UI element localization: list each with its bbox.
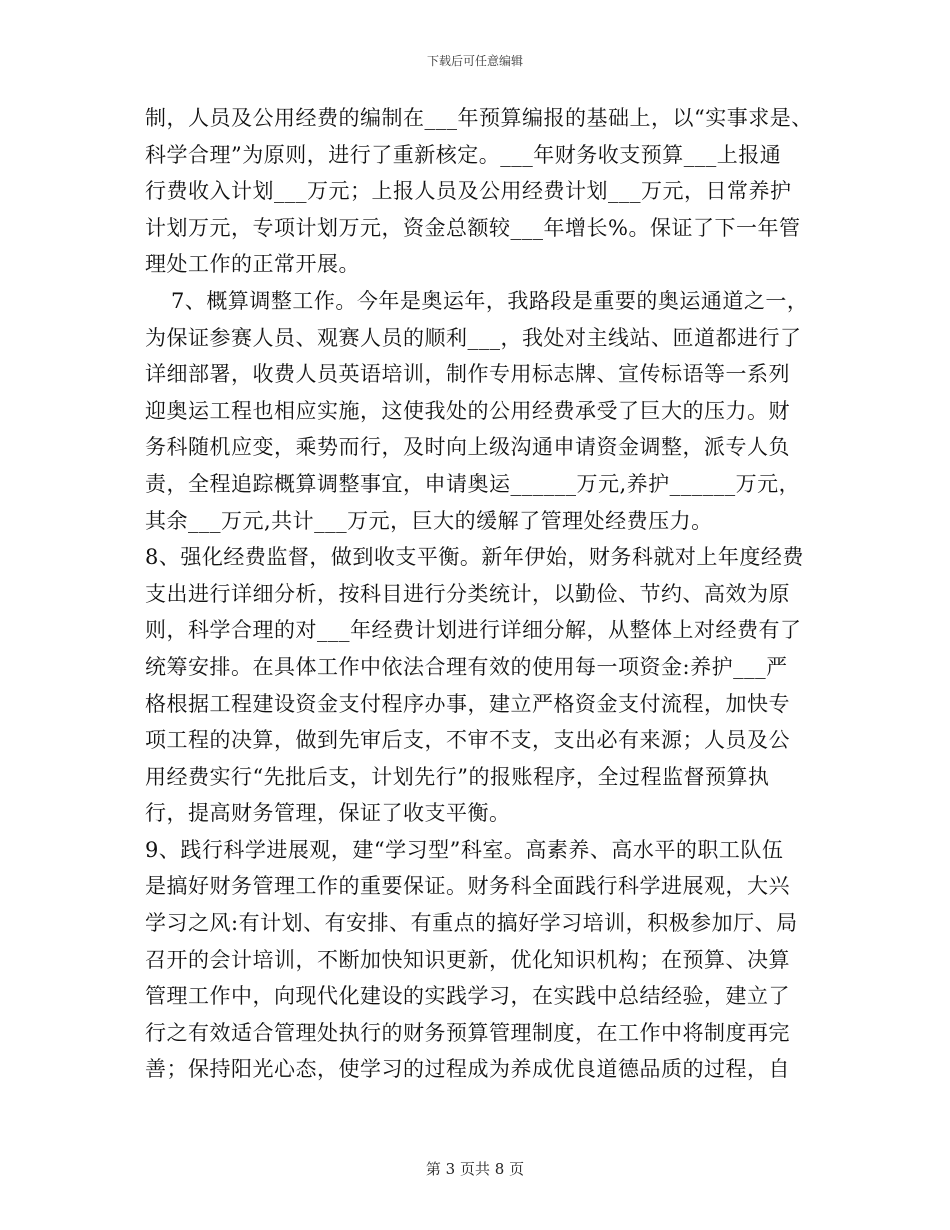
text-line: 其余___万元,共计___万元，巨大的缓解了管理处经费压力。 [145, 508, 713, 533]
text-line: 用经费实行“先批后支，计划先行”的报账程序，全过程监督预算执 [145, 764, 770, 789]
text-line: 科学合理”为原则，进行了重新核定。___年财务收支预算___上报通 [145, 142, 782, 167]
text-line: 行之有效适合管理处执行的财务预算管理制度，在工作中将制度再完 [145, 1020, 790, 1045]
text-line: 7、概算调整工作。今年是奥运年，我路段是重要的奥运通道之一， [171, 288, 809, 313]
text-line: 理处工作的正常开展。 [145, 252, 360, 277]
text-line: 格根据工程建设资金支付程序办事，建立严格资金支付流程，加快专 [145, 691, 790, 716]
text-line: 8、强化经费监督，做到收支平衡。新年伊始，财务科就对上年度经费 [145, 545, 804, 570]
text-line: 支出进行详细分析，按科目进行分类统计，以勤俭、节约、高效为原 [145, 581, 790, 606]
text-line: 为保证参赛人员、观赛人员的顺利___，我处对主线站、匝道都进行了 [145, 325, 802, 350]
text-line: 计划万元，专项计划万元，资金总额较___年增长%。保证了下一年管 [145, 215, 801, 240]
text-line: 责，全程追踪概算调整事宜，申请奥运______万元,养护______万元， [145, 471, 801, 496]
document-body [145, 100, 825, 1088]
text-line: 召开的会计培训，不断加快知识更新，优化知识机构；在预算、决算 [145, 947, 790, 972]
text-line: 9、践行科学进展观，建“学习型”科室。高素养、高水平的职工队伍 [145, 837, 784, 862]
text-line: 善；保持阳光心态，使学习的过程成为养成优良道德品质的过程，自 [145, 1057, 790, 1082]
text-line: 行费收入计划___万元；上报人员及公用经费计划___万元，日常养护 [145, 179, 792, 204]
text-line: 项工程的决算，做到先审后支，不审不支，支出必有来源；人员及公 [145, 728, 790, 753]
page-footer: 第 3 页共 8 页 [425, 1160, 525, 1178]
text-line: 则，科学合理的对___年经费计划进行详细分解，从整体上对经费有了 [145, 618, 802, 643]
text-line: 统筹安排。在具体工作中依法合理有效的使用每一项资金:养护___严 [145, 654, 788, 679]
text-line: 务科随机应变，乘势而行，及时向上级沟通申请资金调整，派专人负 [145, 435, 790, 460]
page-header: 下载后可任意编辑 [426, 54, 523, 68]
text-line: 学习之风:有计划、有安排、有重点的搞好学习培训，积极参加厅、局 [145, 911, 798, 936]
text-line: 行，提高财务管理，保证了收支平衡。 [145, 801, 511, 826]
text-line: 详细部署，收费人员英语培训，制作专用标志牌、宣传标语等一系列 [145, 362, 790, 387]
text-line: 迎奥运工程也相应实施，这使我处的公用经费承受了巨大的压力。财 [145, 398, 790, 423]
text-line: 是搞好财务管理工作的重要保证。财务科全面践行科学进展观，大兴 [145, 874, 790, 899]
text-line: 管理工作中，向现代化建设的实践学习，在实践中总结经验，建立了 [145, 984, 790, 1009]
text-line: 制，人员及公用经费的编制在___年预算编报的基础上，以“实事求是、 [145, 106, 813, 130]
